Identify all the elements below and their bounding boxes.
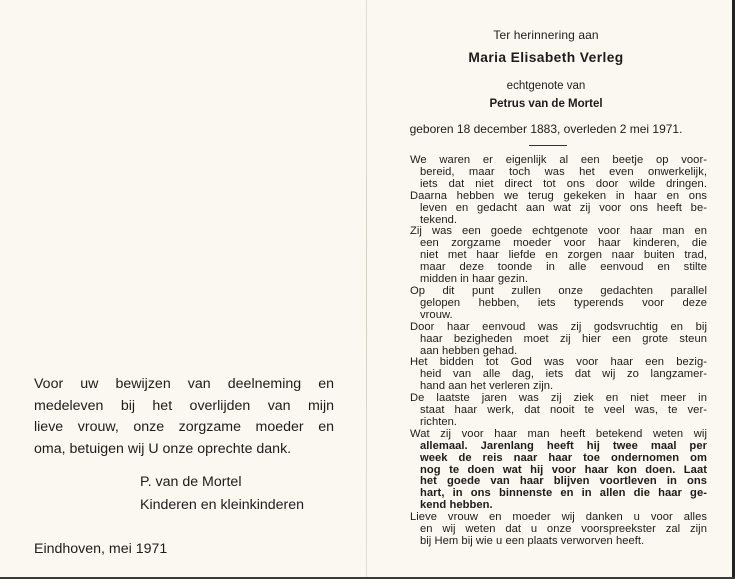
text-line: De laatste jaren was zij ziek en niet meer in bbox=[410, 392, 707, 405]
text-line: vrouw. bbox=[420, 308, 453, 321]
text-line: Het bidden tot God was voor haar een bezig- bbox=[410, 356, 707, 369]
text-line: Door haar eenvoud was zij godsvruchtig en bij bbox=[410, 320, 707, 333]
text-line: leven en gedacht aan wat zij voor ons heeft be- bbox=[420, 201, 707, 214]
text-line: midden in haar gezin. bbox=[420, 273, 529, 286]
text-line: haar bezigheden moet zij hier een grote steun bbox=[420, 332, 707, 345]
text-line: nog te doen wat hij voor haar kon doen. Laat bbox=[420, 463, 707, 476]
thanks-line: oma, betuigen wij U onze oprechte dank. bbox=[34, 440, 292, 457]
signature-family: Kinderen en kleinkinderen bbox=[140, 497, 305, 513]
text-line: gelopen hebben, iets typerends voor deze bbox=[420, 296, 707, 309]
in-memory-heading: Ter herinnering aan bbox=[493, 28, 599, 42]
text-line: hand aan het verleren zijn. bbox=[420, 380, 554, 393]
text-line: hart, in ons binnenste en in allen die haar ge- bbox=[420, 487, 707, 500]
spouse-label: echtgenote van bbox=[506, 80, 586, 92]
text-line: allemaal. Jarenlang heeft hij twee maal per bbox=[420, 439, 707, 452]
text-line: Lieve vrouw en moeder wij danken u voor alles bbox=[410, 511, 707, 524]
text-line: bij Hem bij wie u een plaats verworven heeft. bbox=[420, 535, 645, 547]
text-line: aan hebben gehad. bbox=[420, 344, 518, 357]
text-line: een zorgzame moeder voor haar kinderen, die bbox=[420, 237, 707, 250]
text-line: Zij was een goede echtgenote voor haar man en bbox=[410, 225, 707, 238]
text-line: kend hebben. bbox=[420, 499, 493, 512]
thanks-paragraph bbox=[34, 374, 334, 460]
text-line: Wat zij voor haar man heeft betekend weten wij bbox=[410, 427, 707, 440]
left-panel bbox=[0, 0, 366, 579]
text-line: staat haar werk, dat nooit te veel was, te ver- bbox=[420, 404, 707, 417]
life-dates: geboren 18 december 1883, overleden 2 mei 1971. bbox=[409, 122, 683, 136]
text-line: niet met haar liefde en zorgen naar buiten trad, bbox=[420, 249, 707, 262]
thanks-line: lieve vrouw, onze zorgzame moeder en bbox=[34, 419, 334, 435]
text-line: maar deze toonde in alle eenvoud en stilte bbox=[420, 261, 707, 274]
text-line: het goede van haar blijven voortleven in ons bbox=[420, 475, 707, 488]
text-line: richten. bbox=[420, 415, 458, 428]
place-date: Eindhoven, mei 1971 bbox=[34, 541, 168, 557]
text-line: bereid, maar toch was het even onwerkelijk, bbox=[420, 165, 707, 178]
memorial-text bbox=[410, 155, 707, 548]
thanks-line: Voor uw bewijzen van deelneming en bbox=[34, 376, 334, 392]
signature-name: P. van de Mortel bbox=[140, 474, 242, 490]
divider bbox=[529, 145, 567, 146]
right-panel bbox=[366, 0, 732, 579]
husband-name: Petrus van de Mortel bbox=[489, 98, 603, 110]
text-line: heid van alle dag, iets dat wij zo langzamer- bbox=[420, 368, 707, 381]
text-line: Op dit punt zullen onze gedachten parallel bbox=[410, 284, 707, 297]
text-line: We waren er eigenlijk al een beetje op voor- bbox=[410, 154, 707, 166]
text-line: iets dat niet direct tot ons door wilde dringen. bbox=[420, 177, 707, 190]
text-line: tekend. bbox=[420, 213, 458, 226]
text-line: week de reis naar haar toe ondernomen om bbox=[420, 451, 707, 464]
deceased-name: Maria Elisabeth Verleg bbox=[468, 50, 624, 65]
text-line: Daarna hebben we terug gekeken in haar en ons bbox=[410, 189, 707, 202]
thanks-line: medeleven bij het overlijden van mijn bbox=[34, 397, 334, 414]
text-line: en wij weten dat u onze voorspreekster zal zijn bbox=[420, 523, 707, 536]
